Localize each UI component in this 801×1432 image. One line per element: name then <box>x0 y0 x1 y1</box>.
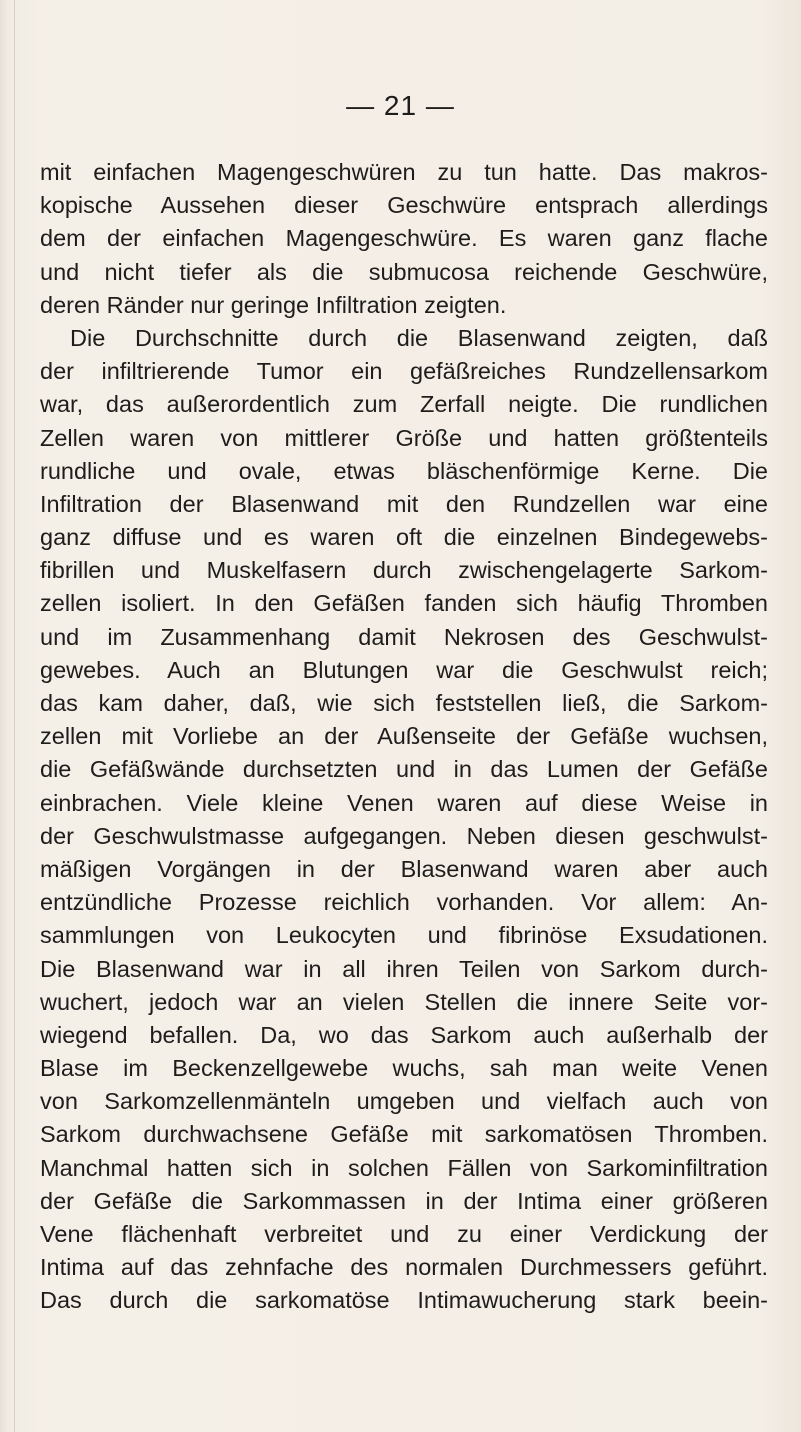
text-line: der infiltrierende Tumor ein gefäßreiches Rundzellensarkom <box>40 358 768 385</box>
text-line: zellen mit Vorliebe an der Außenseite der Gefäße wuchsen, <box>40 723 768 750</box>
text-line: und im Zusammenhang damit Nekrosen des Geschwulst- <box>40 623 768 650</box>
text-line: und nicht tiefer als die submucosa reichende Geschwüre, <box>40 258 768 285</box>
text-line: Intima auf das zehnfache des normalen Durchmessers geführt. <box>40 1254 768 1281</box>
text-line: Die Durchschnitte durch die Blasenwand zeigten, daß <box>70 324 768 351</box>
text-line: gewebes. Auch an Blutungen war die Geschwulst reich; <box>40 656 768 683</box>
page-number: — 21 — <box>346 90 455 121</box>
text-line: entzündliche Prozesse reichlich vorhanden. Vor allem: An- <box>40 889 768 916</box>
text-line: von Sarkomzellenmänteln umgeben und vielfach auch von <box>40 1088 768 1115</box>
text-line: der Gefäße die Sarkommassen in der Intima einer größeren <box>40 1187 768 1214</box>
text-line: zellen isoliert. In den Gefäßen fanden sich häufig Thromben <box>40 590 768 617</box>
text-line: Die Blasenwand war in all ihren Teilen von Sarkom durch- <box>40 955 768 982</box>
text-line: Vene flächenhaft verbreitet und zu einer Verdickung der <box>40 1221 768 1247</box>
text-line: der Geschwulstmasse aufgegangen. Neben diesen geschwulst- <box>40 822 768 849</box>
text-line: mit einfachen Magengeschwüren zu tun hatte. Das makros- <box>40 159 768 185</box>
binding-edge <box>14 0 15 1432</box>
text-line: Sarkom durchwachsene Gefäße mit sarkomatösen Thromben. <box>40 1121 768 1148</box>
text-line: Zellen waren von mittlerer Größe und hatten größtenteils <box>40 424 768 451</box>
text-line: Blase im Beckenzellgewebe wuchs, sah man weite Venen <box>40 1055 768 1082</box>
text-line: Das durch die sarkomatöse Intimawucherung stark beein- <box>40 1287 768 1314</box>
text-line: die Gefäßwände durchsetzten und in das Lumen der Gefäße <box>40 756 768 783</box>
text-line: wuchert, jedoch war an vielen Stellen die innere Seite vor- <box>40 988 768 1015</box>
text-line: das kam daher, daß, wie sich feststellen ließ, die Sarkom- <box>40 690 768 716</box>
text-line: fibrillen und Muskelfasern durch zwischengelagerte Sarkom- <box>40 557 768 584</box>
body-text <box>40 156 768 1318</box>
text-line: mäßigen Vorgängen in der Blasenwand waren aber auch <box>40 855 768 882</box>
text-line: Manchmal hatten sich in solchen Fällen von Sarkominfiltration <box>40 1154 768 1181</box>
text-line: kopische Aussehen dieser Geschwüre entsprach allerdings <box>40 192 768 219</box>
text-line: Infiltration der Blasenwand mit den Rundzellen war eine <box>40 490 768 517</box>
text-line: rundliche und ovale, etwas bläschenförmige Kerne. Die <box>40 457 768 484</box>
text-line: dem der einfachen Magengeschwüre. Es waren ganz flache <box>40 225 768 252</box>
text-line: einbrachen. Viele kleine Venen waren auf diese Weise in <box>40 789 768 816</box>
text-line: war, das außerordentlich zum Zerfall neigte. Die rundlichen <box>40 391 768 418</box>
text-line: ganz diffuse und es waren oft die einzelnen Bindegewebs- <box>40 524 768 551</box>
text-line: deren Ränder nur geringe Infiltration zeigten. <box>40 291 507 318</box>
text-line: wiegend befallen. Da, wo das Sarkom auch außerhalb der <box>40 1021 768 1048</box>
text-line: sammlungen von Leukocyten und fibrinöse Exsudationen. <box>40 922 768 949</box>
